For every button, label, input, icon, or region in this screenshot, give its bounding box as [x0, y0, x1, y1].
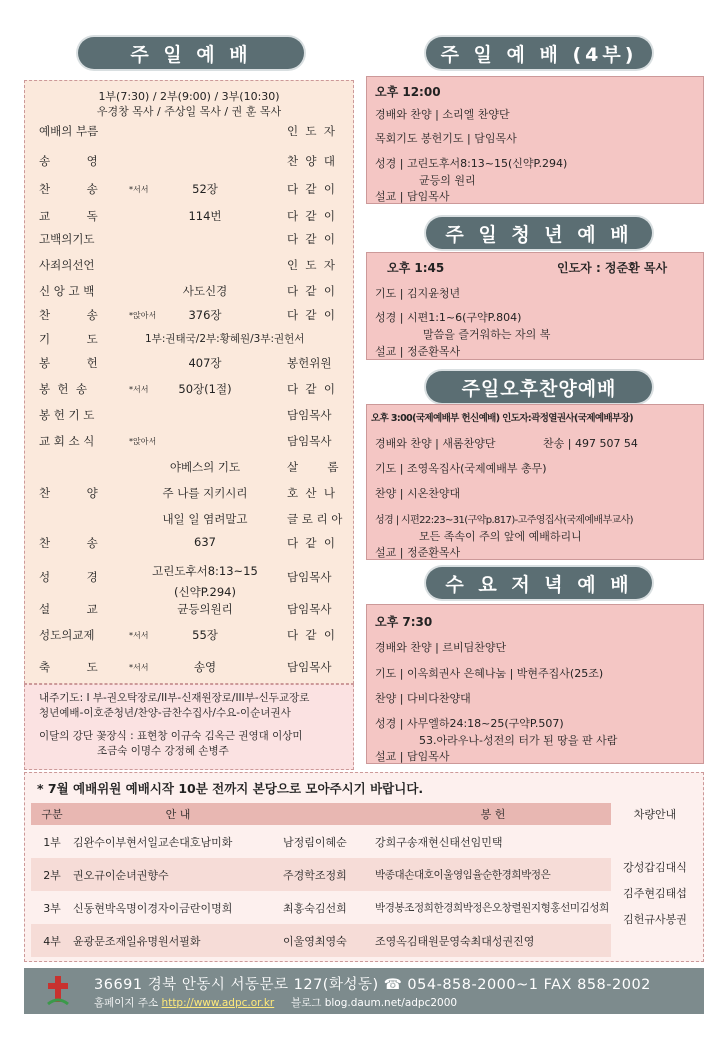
- wednesday-line-4: 성경 | 사무엘하24:18~25(구약P.507): [375, 717, 564, 730]
- afternoon-praise-panel: [366, 404, 704, 560]
- order-detail: 376장: [188, 308, 222, 322]
- order-item: 찬 송: [39, 182, 98, 196]
- order-detail: 55장: [192, 628, 218, 642]
- order-leader: 다 같 이: [287, 308, 335, 322]
- car-guide-3: 김헌규사봉권: [623, 913, 687, 926]
- order-leader: 다 같 이: [287, 284, 335, 298]
- prayer-line-2: 청년예배-이호준청년/찬양-금찬수집사/수요-이순녀권사: [39, 707, 291, 719]
- header-guide: 안 내: [73, 803, 283, 825]
- header-offering: 봉 헌: [375, 803, 611, 825]
- order-detail: 407장: [188, 356, 222, 370]
- flower-line-1: 이달의 강단 꽃장식 : 표현창 이규숙 김옥근 권영대 이상미: [39, 730, 303, 742]
- order-item: 축 도: [39, 660, 98, 674]
- worship-4-line-4: 균등의 원리: [419, 174, 476, 187]
- order-detail: 사도신경: [182, 284, 228, 298]
- order-item: 찬 양: [39, 486, 98, 500]
- order-detail: 637: [194, 535, 216, 549]
- order-leader: 다 같 이: [287, 628, 335, 642]
- header-division: 구분: [31, 803, 73, 825]
- order-leader: 담임목사: [287, 434, 332, 448]
- row-guide: 김완수이부현서일교손대호남미화: [73, 835, 233, 849]
- title-youth-worship: 주 일 청 년 예 배: [426, 217, 652, 249]
- worship-4-panel: [366, 76, 704, 204]
- wednesday-line-6: 설교 | 담임목사: [375, 750, 450, 763]
- service-times: 1부(7:30) / 2부(9:00) / 3부(10:30): [98, 90, 280, 103]
- row-guide: 권오규이순녀권향수: [73, 858, 283, 891]
- order-leader: 살 롬: [287, 460, 339, 474]
- row-division: 4부: [31, 924, 73, 957]
- order-detail: 야베스의 기도: [169, 460, 241, 474]
- row-offering: 강희구송재현신태선임민택: [375, 835, 503, 849]
- order-detail: 내일 일 염려말고: [162, 512, 248, 526]
- order-item: 봉 헌 송: [39, 382, 87, 396]
- table-row: [31, 825, 699, 858]
- order-detail: 52장: [192, 182, 218, 196]
- order-posture: *서서: [129, 385, 149, 394]
- car-guide-2: 김주현김태섭: [623, 887, 687, 900]
- row-guide: 윤광문조재일유명원서필화: [73, 924, 283, 957]
- car-guide-1: 강성갑김대식: [623, 861, 687, 874]
- order-leader: 글 로 리 아: [287, 512, 343, 526]
- youth-line-4: 설교 | 정준환목사: [375, 345, 461, 358]
- car-guide: [611, 825, 699, 957]
- order-item: 봉 헌 기 도: [39, 408, 95, 422]
- order-leader: 찬 양 대: [287, 154, 335, 168]
- order-detail: 송영: [193, 660, 217, 674]
- table-row: [31, 891, 699, 924]
- order-item: 사죄의선언: [39, 258, 95, 272]
- order-detail: 114번: [188, 209, 222, 223]
- youth-panel: [366, 252, 704, 360]
- order-item: 교 독: [39, 209, 98, 223]
- youth-line-2: 성경 | 시편1:1~6(구약P.804): [375, 311, 522, 324]
- title-afternoon-praise: 주일오후찬양예배: [426, 371, 652, 403]
- order-item: 성 경: [39, 570, 98, 584]
- order-leader: 담임목사: [287, 602, 332, 616]
- title-sunday-worship-4: 주 일 예 배 (4부): [426, 37, 652, 69]
- order-detail: 주 나를 지키시리: [162, 486, 248, 500]
- homepage-link[interactable]: http://www.adpc.or.kr: [161, 997, 275, 1009]
- row-guide-2: 이울영최영숙: [283, 924, 375, 957]
- header-car: 차량안내: [611, 803, 699, 825]
- homepage-label: 홈페이지 주소: [94, 997, 159, 1009]
- afternoon-time: 오후 3:00(국제예배부 헌신예배) 인도자:곽정열권사(국제예배부장): [371, 413, 633, 424]
- header-guide-2: [283, 803, 375, 825]
- order-item: 봉 헌: [39, 356, 98, 370]
- order-posture: *앉아서: [129, 437, 157, 446]
- row-division: 3부: [43, 901, 61, 915]
- schedule-table: [31, 803, 699, 957]
- afternoon-line-3: 찬양 | 시온찬양대: [375, 487, 461, 500]
- youth-line-3: 말씀을 즐거워하는 자의 복: [423, 328, 551, 341]
- order-item: 교 회 소 식: [39, 434, 95, 448]
- blog-link[interactable]: 블로그 blog.daum.net/adpc2000: [290, 997, 458, 1009]
- order-item: 찬 송: [39, 536, 98, 550]
- worship-4-line-5: 설교 | 담임목사: [375, 190, 450, 203]
- order-leader: 다 같 이: [287, 209, 335, 223]
- footer-links: [94, 995, 457, 1010]
- order-item: 예배의 부름: [39, 124, 99, 138]
- order-detail-sub: (신약P.294): [174, 585, 236, 599]
- order-item: 설 교: [39, 602, 98, 616]
- title-wednesday-worship: 수 요 저 녁 예 배: [426, 567, 652, 599]
- order-leader: 봉헌위원: [287, 356, 332, 370]
- order-posture: *앉아서: [129, 311, 157, 320]
- order-item: 찬 송: [39, 308, 98, 322]
- order-detail: 고린도후서8:13~15: [152, 564, 258, 578]
- order-detail: 1부:권태국/2부:황혜원/3부:권헌서: [145, 333, 305, 345]
- order-detail: 50장(1절): [178, 382, 232, 396]
- row-guide-2: 최홍숙김선희: [283, 901, 347, 915]
- youth-leader: 인도자 : 정준환 목사: [557, 261, 668, 275]
- order-leader: 인 도 자: [287, 124, 335, 138]
- order-leader: 호 산 나: [287, 486, 335, 500]
- order-leader: 다 같 이: [287, 536, 335, 550]
- order-leader: 인 도 자: [287, 258, 335, 272]
- footer-address: 36691 경북 안동시 서동문로 127(화성동) ☎ 054-858-2000~1 FAX 858-2002: [94, 977, 651, 993]
- worship-4-line-3: 성경 | 고린도후서8:13~15(신약P.294): [375, 157, 568, 170]
- table-row: [31, 924, 699, 957]
- row-offering: 조영옥김태원문영숙최대성권진영: [375, 924, 611, 957]
- flower-line-2: 조금숙 이명수 강정혜 손병주: [97, 745, 229, 757]
- row-guide-2: 남정림이혜순: [283, 835, 347, 849]
- schedule-title: * 7월 예배위원 예배시작 10분 전까지 본당으로 모아주시기 바랍니다.: [37, 781, 424, 796]
- worship-committee-schedule: [24, 772, 704, 962]
- youth-time: 오후 1:45: [387, 261, 445, 275]
- wednesday-panel: [366, 604, 704, 764]
- order-item: 고백의기도: [39, 232, 95, 246]
- wednesday-line-3: 찬양 | 다비다찬양대: [375, 692, 471, 705]
- row-offering: 박경봉조정희한경희박정은오창렬원지형홍선미김성희: [375, 901, 609, 914]
- afternoon-line-6: 설교 | 정준환목사: [375, 546, 461, 559]
- order-leader: 다 같 이: [287, 382, 335, 396]
- afternoon-line-1a: 경배와 찬양 | 새롬찬양단: [375, 437, 496, 450]
- prayer-info: [24, 684, 354, 770]
- order-leader: 담임목사: [287, 570, 332, 584]
- order-leader: 담임목사: [287, 408, 332, 422]
- row-guide: 신동현박옥명이경자이금란이명희: [73, 901, 233, 915]
- church-cross-icon: [46, 974, 70, 1008]
- row-division: 1부: [43, 835, 61, 849]
- order-posture: *서서: [129, 631, 149, 640]
- order-item: 기 도: [39, 332, 98, 346]
- order-item: 신 앙 고 백: [39, 284, 95, 298]
- title-sunday-worship: 주 일 예 배: [78, 37, 304, 69]
- afternoon-line-5: 모든 족속이 주의 앞에 예배하리니: [419, 530, 582, 543]
- wednesday-line-5: 53.아라우나-성전의 터가 된 땅을 판 사람: [419, 734, 618, 747]
- row-guide-2: 주경학조정희: [283, 858, 375, 891]
- worship-4-line-1: 경배와 찬양 | 소리엘 찬양단: [375, 108, 510, 121]
- order-leader: 담임목사: [287, 660, 332, 674]
- pastors: 우경창 목사 / 주상일 목사 / 권 훈 목사: [96, 105, 282, 118]
- worship-4-time: 오후 12:00: [375, 85, 441, 99]
- afternoon-line-2: 기도 | 조영옥집사(국제예배부 총무): [375, 462, 547, 475]
- row-offering: 박종대손대호이울영임율순한경희박정은: [375, 858, 611, 891]
- worship-order-panel: [24, 80, 354, 684]
- youth-line-1: 기도 | 김지윤청년: [375, 287, 461, 300]
- order-item: 성도의교제: [39, 628, 95, 642]
- wednesday-line-2: 기도 | 이옥희권사 은혜나눔 | 박현주집사(25조): [375, 667, 604, 680]
- row-division: 2부: [31, 858, 73, 891]
- order-posture: *서서: [129, 663, 149, 672]
- order-detail: 균등의원리: [177, 602, 233, 616]
- afternoon-line-4: 성경 | 시편22:23~31(구약p.817)-고주영집사(국제예배부교사): [375, 515, 633, 526]
- order-item: 송 영: [39, 154, 98, 168]
- order-leader: 다 같 이: [287, 182, 335, 196]
- wednesday-time: 오후 7:30: [375, 615, 433, 629]
- prayer-line-1: 내주기도: I 부-권오탁장로/II부-신재원장로/III부-신두교장로: [39, 692, 310, 704]
- worship-4-line-2: 목회기도 봉헌기도 | 담임목사: [375, 132, 517, 145]
- order-leader: 다 같 이: [287, 232, 335, 246]
- order-posture: *서서: [129, 185, 149, 194]
- footer: [24, 968, 704, 1014]
- wednesday-line-1: 경배와 찬양 | 르비딤찬양단: [375, 641, 507, 654]
- afternoon-line-1b: 찬송 | 497 507 54: [543, 437, 638, 450]
- table-row: [31, 858, 699, 891]
